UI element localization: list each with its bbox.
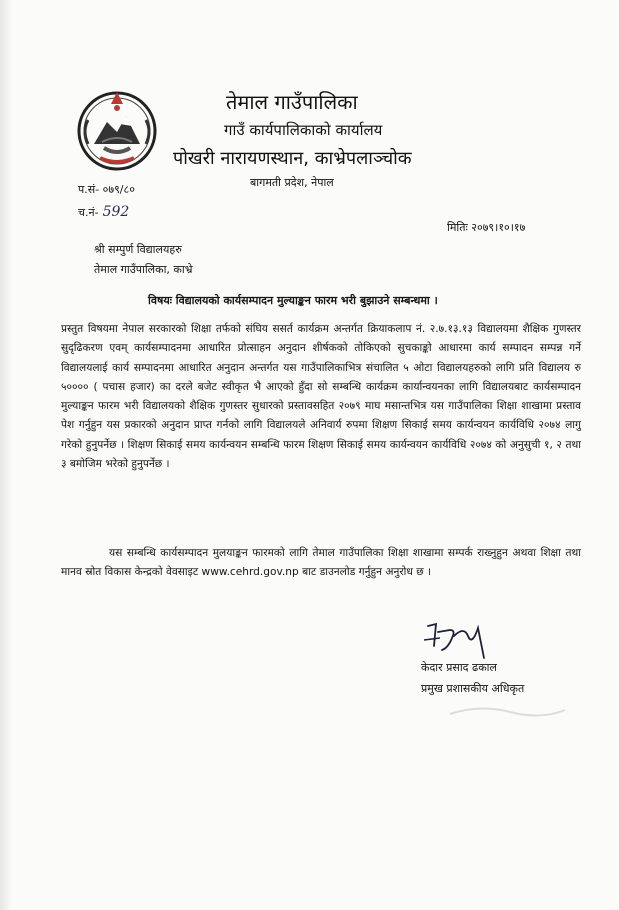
office-unit: गाउँ कार्यपालिकाको कार्यालय (224, 121, 383, 139)
body-paragraph-2: यस सम्बन्धि कार्यसम्पादन मुलयाङ्कन फारमको लागि तेमाल गाउँपालिका शिक्षा शाखामा सम्पर्क राख्नुहुन अथवा शिक्षा तथा मानव स्रोत विकास केन्द्रको वेवसाइट www.cehrd.gov.np बाट डाउनलोड गर्नुहुन अनुरोध छ । (61, 547, 581, 579)
chalani-number-handwritten: 592 (102, 204, 130, 220)
office-place: पोखरी नारायणस्थान, काभ्रेपलाञ्चोक (173, 148, 412, 169)
patra-sankhya: प.सं- ०७९/८० (78, 183, 135, 196)
faded-stamp-icon (440, 700, 570, 726)
body-paragraph-1: प्रस्तुत विषयमा नेपाल सरकारको शिक्षा तर्फको संघिय ससर्त कार्यक्रम अन्तर्गत क्रियाकलाप नं. २.७.१३.१३ विद्यालयमा शैक्षिक गुणस्तर सुदृढिकरण एवम् कार्यसम्पादनमा आधारित प्रोत्साहन अनुदान शीर्षकको तोकिएको सुचकाङ्को आधारमा कार्य सम्पादन सम्पन्न गर्ने विद्यालयलाई कार्य सम्पादनमा आधारित अनुदान अन्तर्गत यस गाउँपालिकाभित्र संचालित ५ ओटा विद्यालयहरुको लागि प्रति विद्यालय रु ५०००० ( पचास हजार) का दरले बजेट स्वीकृत भै आएको हुँदा सो सम्बन्धि कार्यक्रम कार्यान्वयनका लागि विद्यालयबाट कार्यसम्पादन मुल्याङ्कन फारम भरी विद्यालयको शैक्षिक गुणस्तर सुधारको प्रस्तावसहित २०७९ माघ मसान्तभित्र यस गाउँपालिका शिक्षा शाखामा प्रस्ताव पेश गर्नुहुन यस प्रकारको अनुदान प्राप्त गर्नको लागि विद्यालयले अनिवार्य रुपमा शिक्षण सिकाई समय कार्यन्वयन कार्यविधि २०७४ लागु गरेको हुनुपर्नेछ । शिक्षण सिकाई समय कार्यन्वयन सम्बन्धि फारम शिक्षण सिकाई समय कार्यन्वयन कार्यविधि २०७४ को अनुसुची १, २ तथा ३ बमोजिम भरेको हुनुपर्नेछ । (61, 323, 582, 471)
recipient-line-1: श्री सम्पुर्ण विद्यालयहरु (94, 243, 182, 256)
recipient-line-2: तेमाल गाउँपालिका, काभ्रे (94, 263, 193, 276)
handwritten-signature-icon (420, 618, 510, 660)
nepal-government-emblem-icon (74, 86, 160, 172)
office-province: बागमती प्रदेश, नेपाल (250, 176, 334, 189)
letter-date: मितिः २०७९।१०।१७ (447, 221, 526, 234)
chalani-number-line (78, 204, 129, 220)
page-edge-shadow (0, 0, 12, 910)
signatory-title: प्रमुख प्रशासकीय अधिकृत (421, 682, 525, 695)
letter-subject: विषयः विद्यालयको कार्यसम्पादन मुल्याङ्कन फारम भरी बुझाउने सम्बन्धमा । (148, 294, 438, 307)
signatory-name: केदार प्रसाद ढकाल (421, 661, 497, 674)
office-name: तेमाल गाउँपालिका (226, 90, 358, 114)
chalani-label: च.नं- (78, 206, 99, 219)
